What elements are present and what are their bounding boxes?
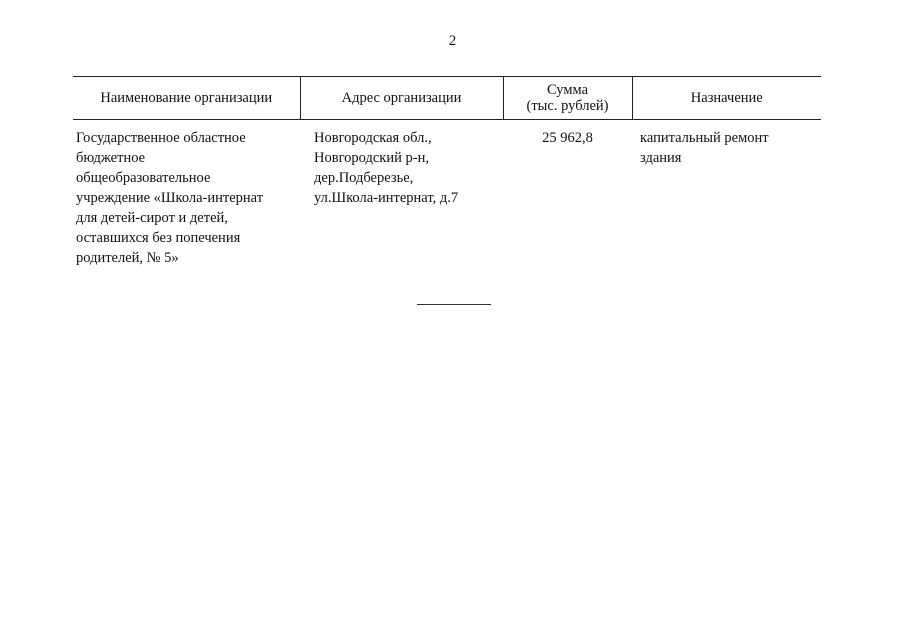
header-sum: Сумма (тыс. рублей): [503, 77, 632, 120]
header-organization-address: Адрес организации: [300, 77, 503, 120]
cell-purpose: капитальный ремонт здания: [640, 130, 769, 166]
header-organization-name: Наименование организации: [73, 77, 300, 120]
page-number: 2: [448, 33, 457, 49]
allocation-table: [73, 76, 821, 268]
cell-sum: 25 962,8: [542, 130, 593, 146]
table-header-row: [73, 77, 821, 120]
table-row: [73, 120, 821, 269]
header-purpose: Назначение: [632, 77, 821, 120]
cell-organization-name: Государственное областное бюджетное общеобразовательное учреждение «Школа-интернат для детей-сирот и детей, оставшихся без попечения родителей, № 5»: [76, 130, 264, 266]
cell-organization-address: Новгородская обл., Новгородский р-н, дер.Подберезье, ул.Школа-интернат, д.7: [314, 130, 459, 206]
end-of-document-rule: [417, 304, 491, 305]
